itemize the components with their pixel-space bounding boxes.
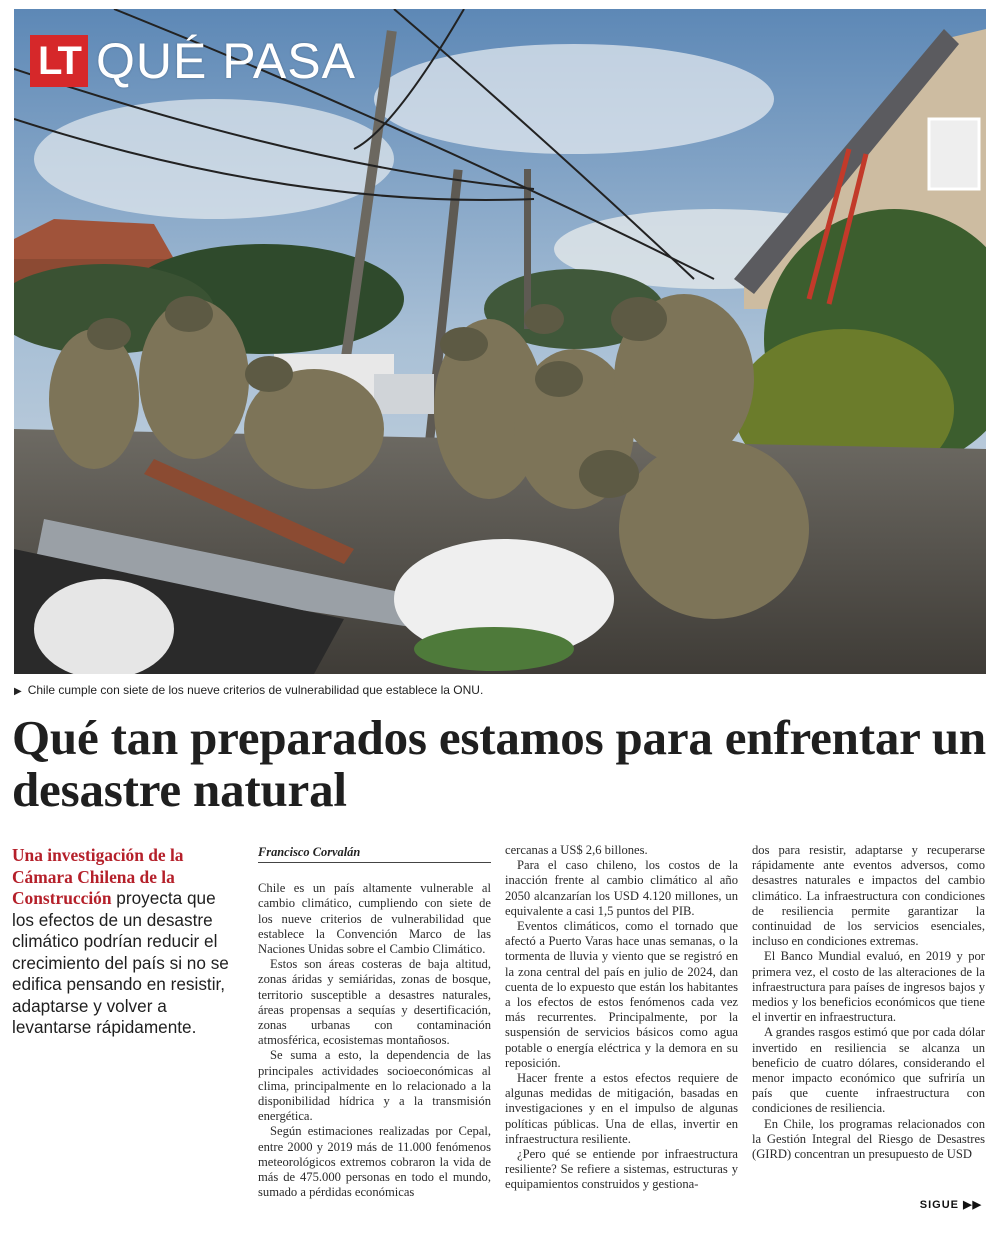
paragraph: El Banco Mundial evaluó, en 2019 y por primera vez, el costo de las alteraciones de la infraestructura para países de ingresos bajos y medios y los beneficios económicos que tiene el invertir en infraestructura. bbox=[752, 949, 985, 1025]
paragraph: cercanas a US$ 2,6 billones. bbox=[505, 843, 648, 857]
article-column-2 bbox=[505, 843, 738, 1193]
logo-mark: LT bbox=[30, 35, 88, 87]
lede bbox=[12, 845, 234, 1039]
article-column-3 bbox=[752, 843, 985, 1162]
lead-photo bbox=[14, 9, 986, 674]
section-name: QUÉ PASA bbox=[96, 33, 356, 89]
paragraph: ¿Pero qué se entiende por infraestructura resiliente? Se refiere a sistemas, estructuras y equipamientos construidos y gestiona- bbox=[505, 1147, 738, 1192]
lead-photo-illustration bbox=[14, 9, 986, 674]
paragraph: Se suma a esto, la dependencia de las principales actividades socioeconómicas al clima, principalmente en lo relacionado a la disponibilidad hídrica y a la transmisión energética. bbox=[258, 1048, 491, 1124]
lede-highlight: Una investigación de la Cámara Chilena de la Construcción bbox=[12, 845, 184, 908]
paragraph: Eventos climáticos, como el tornado que afectó a Puerto Varas hace unas semanas, o la tormenta de lluvia y viento que se registró en la zona central del país en julio de 2024, dan cuenta de lo expuesto que están los habitantes a los efectos de estos fenómenos cada vez más recurrentes. Principalmente, por la suspensión de servicios básicos como agua potable o energía eléctrica y la demora en su reposición. bbox=[505, 919, 738, 1070]
paragraph: A grandes rasgos estimó que por cada dólar invertido en resiliencia se alcanza un beneficio de cuatro dólares, considerando el menor impacto económico que sufriría un país que cuente infraestructura con condiciones de resiliencia. bbox=[752, 1025, 985, 1116]
photo-caption-text: Chile cumple con siete de los nueve criterios de vulnerabilidad que establece la ONU. bbox=[27, 683, 484, 697]
paragraph: Estos son áreas costeras de baja altitud, zonas áridas y semiáridas, zonas de bosque, territorio susceptible a desastres naturales, áreas propensas a sequías y desertificación, zonas urbanas con contaminación atmosférica, ecosistemas montañosos. bbox=[258, 957, 491, 1048]
headline: Qué tan preparados estamos para enfrentar un desastre natural bbox=[12, 710, 986, 817]
paragraph: En Chile, los programas relacionados con la Gestión Integral del Riesgo de Desastres (GIRD) concentran un presupuesto de USD bbox=[752, 1116, 985, 1162]
paragraph: Hacer frente a estos efectos requiere de algunas medidas de mitigación, basadas en investigaciones y en el impulso de algunas políticas públicas. Una de ellas, invertir en infraestructura resiliente. bbox=[505, 1071, 738, 1146]
brand-logo bbox=[30, 32, 356, 90]
paragraph: Chile es un país altamente vulnerable al cambio climático, cumpliendo con siete de los nueve criterios de vulnerabilidad que establece la Convención Marco de las Naciones Unidas sobre el Cambio Climático. bbox=[258, 881, 491, 957]
paragraph: dos para resistir, adaptarse y recuperarse rápidamente ante eventos adversos, como desastres naturales e impactos del cambio climático. La infraestructura con condiciones de resiliencia permite garantizar la continuidad de los servicios esenciales, incluso en condiciones extremas. bbox=[752, 843, 985, 949]
paragraph: Para el caso chileno, los costos de la inacción frente al cambio climático al año 2050 alcanzarían los USD 4.120 millones, un equivalente a casi 1,5 puntos del PIB. bbox=[505, 858, 738, 918]
lede-rest: proyecta que los efectos de un desastre climático podrían reducir el crecimiento del país si no se edifica pensando en resistir, adaptarse y volver a levantarse rápidamente. bbox=[12, 888, 229, 1037]
photo-caption bbox=[14, 683, 483, 697]
article-column-1 bbox=[258, 845, 491, 1200]
continue-label: SIGUE ▶▶ bbox=[919, 1199, 982, 1211]
byline: Francisco Corvalán bbox=[258, 845, 491, 863]
play-triangle-icon: ▶ bbox=[14, 686, 22, 697]
paragraph: Según estimaciones realizadas por Cepal, entre 2000 y 2019 más de 11.000 fenómenos meteorológicos extremos cobraron la vida de más de 475.000 personas en todo el mundo, sumado a pérdidas económicas bbox=[258, 1124, 491, 1200]
